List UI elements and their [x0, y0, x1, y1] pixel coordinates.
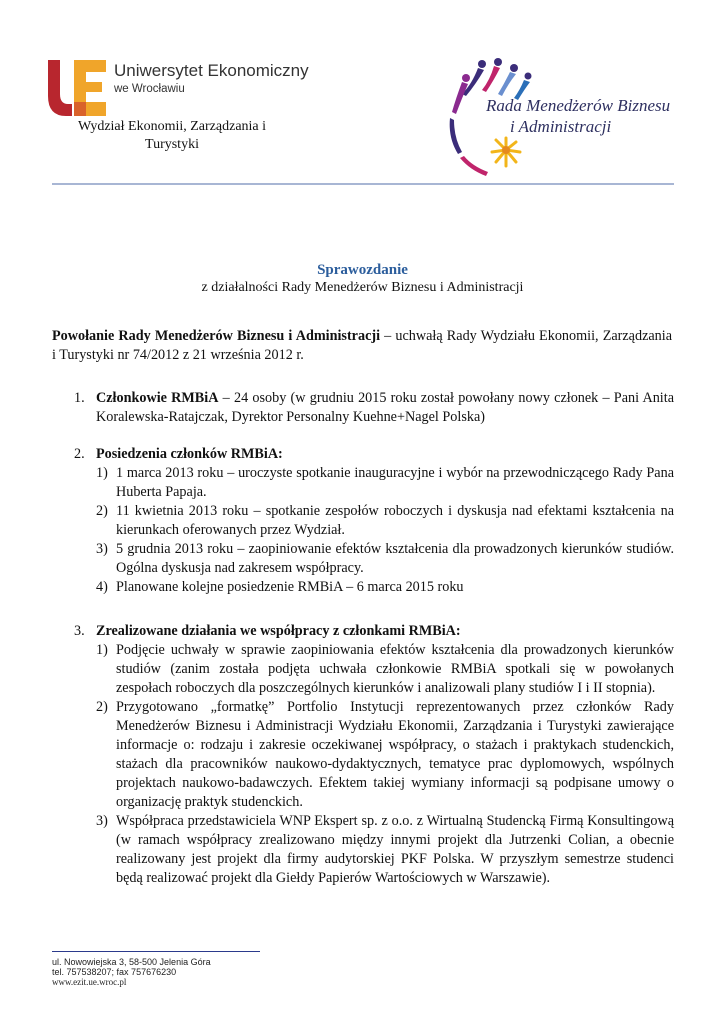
section-number: 1. [74, 390, 85, 406]
section-meetings [74, 445, 674, 597]
section-heading: Posiedzenia członków RMBiA: [96, 446, 283, 462]
section-body [96, 389, 674, 427]
council-name-line1: Rada Menedżerów Biznesu [486, 96, 671, 115]
section-members-text: – 24 osoby (w grudniu 2015 roku został powołany nowy członek – Pani Anita Koralewska-Ratajczak, Dyrektor Personalny Kuehne+Nagel Polska) [96, 390, 674, 425]
section-activities [74, 622, 674, 888]
section-number: 3. [74, 623, 85, 639]
section-members [74, 389, 674, 427]
university-city: we Wrocławiu [114, 83, 185, 95]
footer-phone: tel. 757538207; fax 757676230 [52, 967, 177, 977]
section-number: 2. [74, 446, 85, 462]
footer-divider [52, 951, 260, 952]
ue-logo [44, 56, 108, 118]
list-item: 4) Planowane kolejne posiedzenie RMBiA – 6 marca 2015 roku [96, 579, 464, 595]
list-item: 1) Podjęcie uchwały w sprawie zaopiniowania efektów kształcenia dla prowadzonych kierunków studiów (zanim została podjęta uchwała członkowie RMBiA spotkali się w powołanych zespołach roboczych dla poszczególnych kierunków i analizowali plany studiów I i II stopnia). [96, 642, 674, 696]
list-item: 3) Współpraca przedstawiciela WNP Ekspert sp. z o.o. z Wirtualną Studencką Firmą Konsultingową (w ramach współpracy zrealizowano między innymi projekt dla Jutrzenki Colian, a obecnie realizowany jest projekt dla firmy audytorskiej PKF Polska. W przyszłym semestrze studenci będą realizować projekt dla Giełdy Papierów Wartościowych w Warszawie). [96, 813, 674, 886]
report-title: Sprawozdanie [317, 262, 408, 278]
council-name-line2: i Administracji [510, 117, 612, 136]
report-subtitle: z działalności Rady Menedżerów Biznesu i Administracji [201, 280, 524, 295]
footer-address: ul. Nowowiejska 3, 58-500 Jelenia Góra [52, 957, 211, 967]
list-item: 1) 1 marca 2013 roku – uroczyste spotkanie inauguracyjne i wybór na przewodniczącego Rady Pana Huberta Papaja. [96, 465, 674, 500]
section-members-bold: Członkowie RMBiA [96, 390, 219, 406]
intro-text: – uchwałą Rady Wydziału Ekonomii, Zarządzania i Turystyki nr 74/2012 z 21 września 2012 r. [52, 328, 672, 363]
list-item: 3) 5 grudnia 2013 roku – zaopiniowanie efektów kształcenia dla prowadzonych kierunków studiów. Ogólna dyskusja nad zakresem współpracy. [96, 541, 674, 576]
intro-paragraph [52, 327, 672, 365]
list-item: 2) Przygotowano „formatkę” Portfolio Instytucji reprezentowanych przez członków Rady Menedżerów Biznesu i Administracji Wydziału Ekonomii, Zarządzania i Turystyki zawierające informacje o: rodzaju i zakresie oczekiwanej współpracy, o stażach i praktykach studenckich, stażach dla pracowników naukowo-dydaktycznych, tematyce prac dyplomowych, wspólnych projektach naukowo-badawczych. Efektem takiej wymiany informacji są podpisane umowy o organizację praktyk studenckich. [96, 699, 674, 810]
activities-list [74, 641, 674, 888]
footer-website: www.ezit.ue.wroc.pl [52, 977, 127, 987]
intro-bold: Powołanie Rady Menedżerów Biznesu i Administracji [52, 328, 381, 344]
header-divider [52, 183, 674, 185]
university-name: Uniwersytet Ekonomiczny [114, 61, 309, 80]
faculty-name: Wydział Ekonomii, Zarządzania i Turystyki [77, 119, 267, 152]
section-heading: Zrealizowane działania we współpracy z członkami RMBiA: [96, 623, 461, 639]
meetings-list [74, 464, 674, 597]
list-item: 2) 11 kwietnia 2013 roku – spotkanie zespołów roboczych i dyskusja nad efektami kształcenia na kierunkach oferowanych przez Wydział. [96, 503, 674, 538]
